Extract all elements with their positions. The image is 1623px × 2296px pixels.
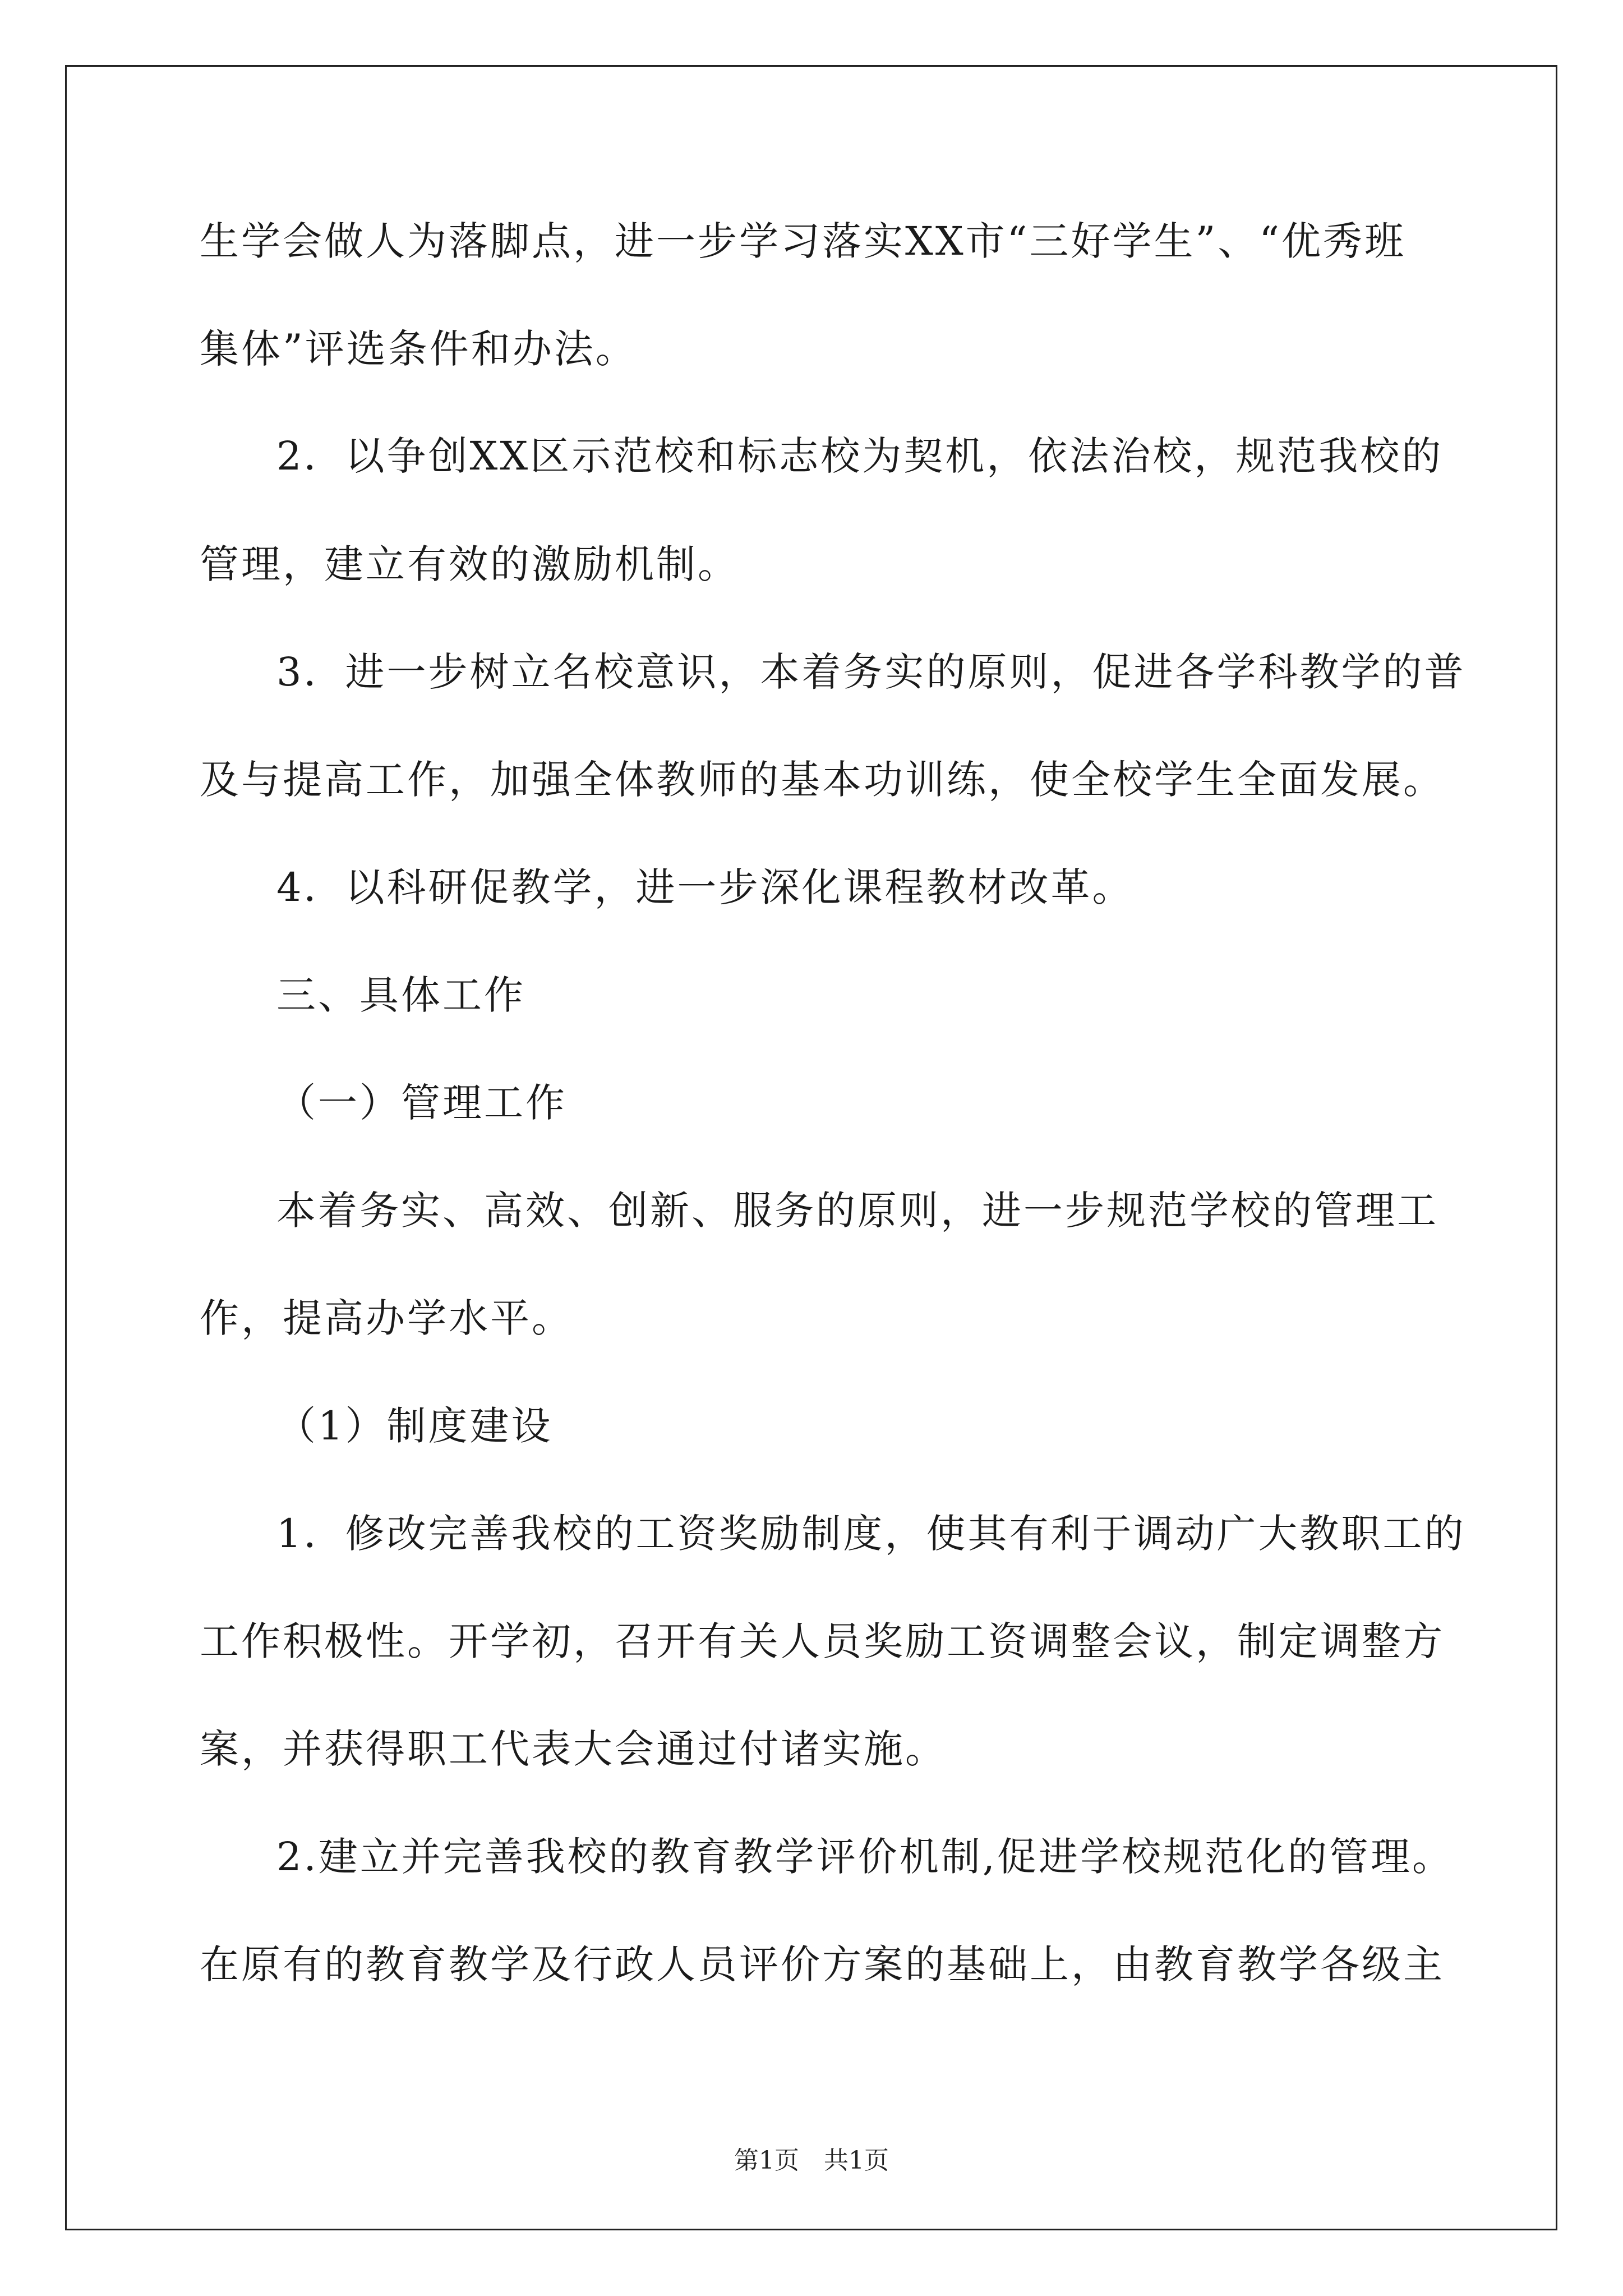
page-number-footer: 第1页 共1页 — [734, 2146, 889, 2175]
text-line: 及与提高工作，加强全体教师的基本功训练，使全校学生全面发展。 — [200, 757, 1445, 803]
text-line: 1．修改完善我校的工资奖励制度，使其有利于调动广大教职工的 — [276, 1511, 1466, 1557]
text-line: 案，并获得职工代表大会通过付诸实施。 — [200, 1726, 947, 1772]
text-line: 工作积极性。开学初，召开有关人员奖励工资调整会议，制定调整方 — [200, 1618, 1445, 1664]
text-line: 4．以科研促教学，进一步深化课程教材改革。 — [276, 864, 1134, 910]
text-line: 生学会做人为落脚点，进一步学习落实XX市“三好学生”、“优秀班 — [200, 218, 1407, 264]
text-line: 3．进一步树立名校意识，本着务实的原则，促进各学科教学的普 — [276, 649, 1466, 695]
subsection-heading: （1）制度建设 — [276, 1403, 553, 1449]
text-line: 集体”评选条件和办法。 — [200, 326, 637, 372]
text-line: 2.建立并完善我校的教育教学评价机制,促进学校规范化的管理。 — [276, 1834, 1454, 1880]
text-line: 管理，建立有效的激励机制。 — [200, 541, 739, 587]
text-line: 在原有的教育教学及行政人员评价方案的基础上，由教育教学各级主 — [200, 1941, 1445, 1987]
text-line: 2．以争创XX区示范校和标志校为契机，依法治校，规范我校的 — [276, 433, 1444, 479]
section-heading: 三、具体工作 — [276, 972, 525, 1018]
page-border — [65, 65, 1557, 2230]
text-line: 本着务实、高效、创新、服务的原则，进一步规范学校的管理工 — [276, 1188, 1438, 1234]
text-line: 作，提高办学水平。 — [200, 1295, 573, 1341]
subsection-heading: （一）管理工作 — [276, 1080, 567, 1126]
